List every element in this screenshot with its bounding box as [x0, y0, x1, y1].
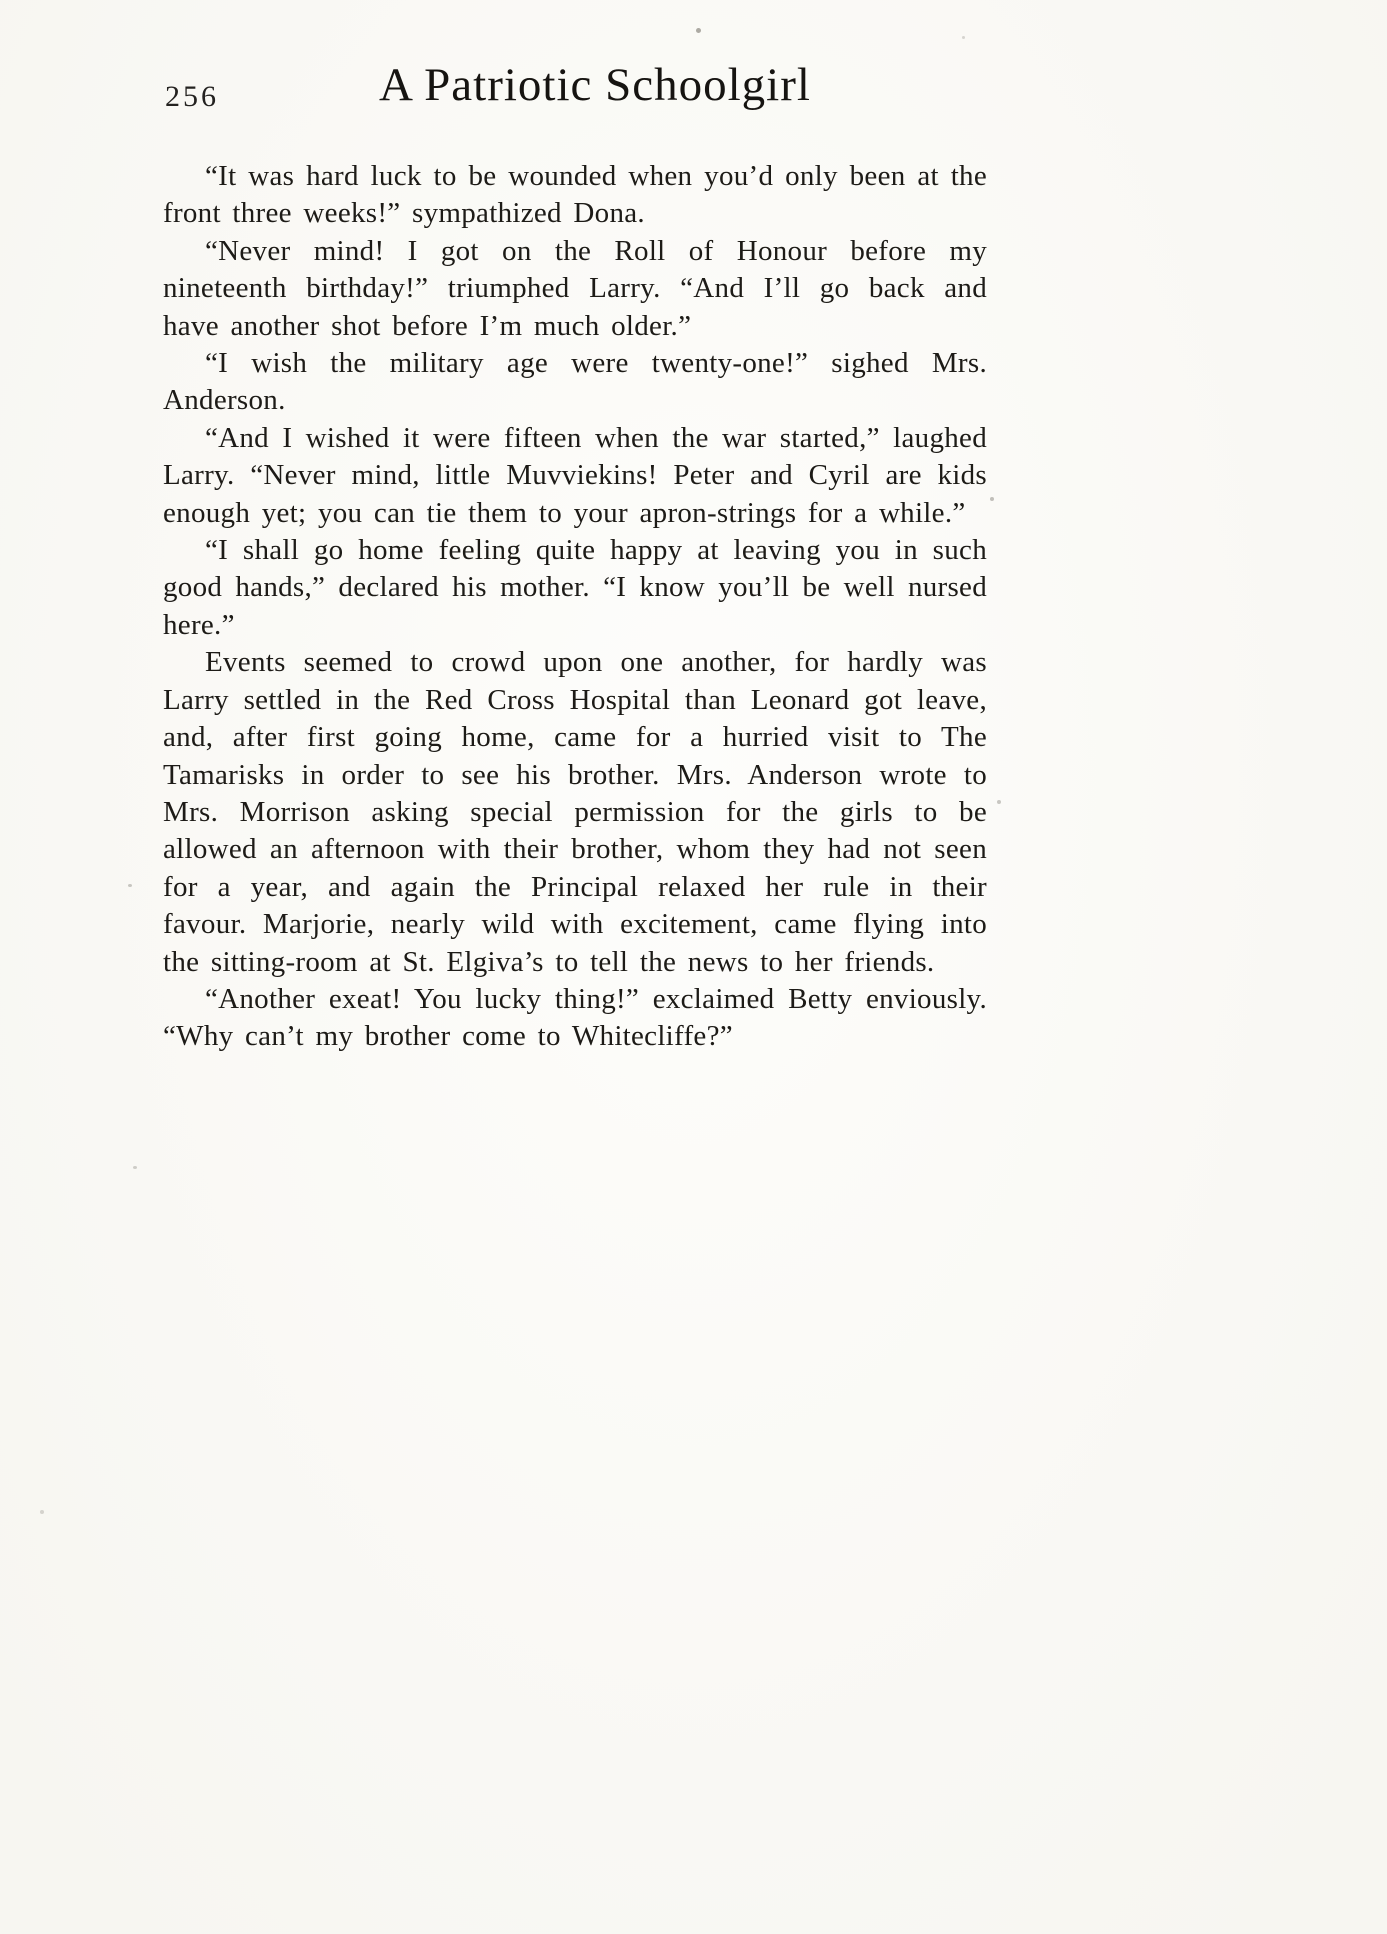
paragraph: “It was hard luck to be wounded when you’d only been at the front three weeks!” sympathized Dona. — [163, 160, 987, 230]
paragraph: Events seemed to crowd upon one another, for hardly was Larry settled in the Red Cross Hospital than Leonard got leave, and, after first going home, came for a hurried visit to The Tamarisks in order to see his brother. Mrs. Anderson wrote to Mrs. Morrison asking special permission for the girls to be allowed an afternoon with their brother, whom they had not seen for a year, and again the Principal relaxed her rule in their favour. Marjorie, nearly wild with excitement, came flying into the sitting-room at St. Elgiva’s to tell the news to her friends. — [163, 646, 987, 978]
scan-speck — [133, 1166, 137, 1169]
page-header — [163, 58, 987, 136]
content-column — [163, 58, 987, 1056]
page-number: 256 — [165, 80, 219, 113]
body-text — [163, 158, 987, 1056]
page-title: A Patriotic Schoolgirl — [379, 59, 811, 111]
scan-speck — [962, 36, 965, 39]
paragraph: “And I wished it were fifteen when the war started,” laughed Larry. “Never mind, little Muvviekins! Peter and Cyril are kids enough yet; you can tie them to your apron-strings for a while.” — [163, 421, 987, 529]
scan-speck — [997, 800, 1001, 804]
paragraph: “I shall go home feeling quite happy at leaving you in such good hands,” declared his mother. “I know you’ll be well nursed here.” — [163, 534, 987, 641]
scan-speck — [40, 1510, 44, 1514]
paragraph: “I wish the military age were twenty-one!” sighed Mrs. Anderson. — [163, 347, 987, 417]
scan-speck — [696, 28, 701, 33]
scan-speck — [990, 497, 994, 501]
paragraph: “Another exeat! You lucky thing!” exclaimed Betty enviously. “Why can’t my brother come to Whitecliffe?” — [163, 982, 987, 1053]
paragraph: “Never mind! I got on the Roll of Honour before my nineteenth birthday!” triumphed Larry. “And I’ll go back and have another shot before I’m much older.” — [163, 234, 987, 342]
scan-speck — [128, 884, 132, 887]
